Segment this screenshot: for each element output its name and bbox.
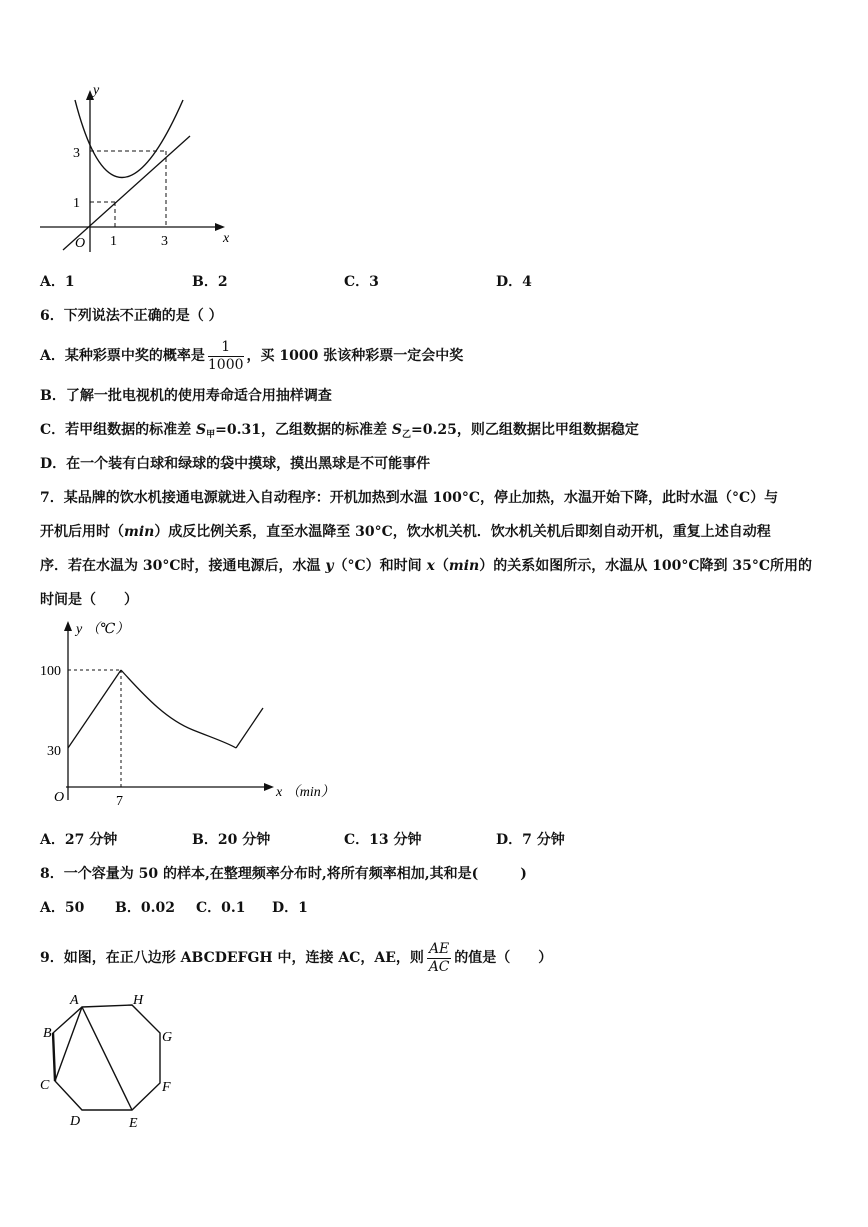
vertex-g-label: G (162, 1030, 173, 1045)
q9-ratio-fraction: $\frac{AE}{AC}$ (428, 940, 450, 975)
fig1-tick-y3: 3 (73, 146, 80, 161)
vertex-e-label: E (129, 1116, 138, 1131)
line-y-eq-x (63, 136, 190, 250)
fig1-y-label: y (93, 83, 100, 98)
q7-stem-line1: 7．某品牌的饮水机接通电源就进入自动程序：开机加热到水温 100°C，停止加热，水温开始下降，此时水温（°C）与 (40, 490, 779, 506)
q8-option-c: C．0.1 (196, 900, 246, 916)
vertex-a-label: A (70, 993, 79, 1008)
fig1-tick-x1: 1 (110, 234, 117, 249)
fig1-tick-x3: 3 (161, 234, 168, 249)
vertex-d-label: D (70, 1114, 81, 1129)
octagon-figure (35, 985, 185, 1135)
vertex-c-label: C (40, 1078, 50, 1093)
fig2-x-label: x （min） (276, 785, 335, 800)
q5-option-a: A．1 (40, 274, 75, 290)
vertex-b-label: B (43, 1026, 52, 1041)
q7-option-d: D．7 分钟 (496, 832, 565, 848)
fig1-tick-y1: 1 (73, 196, 80, 211)
q6-option-d: D．在一个装有白球和绿球的袋中摸球，摸出黑球是不可能事件 (40, 456, 431, 472)
q8-option-b: B．0.02 (115, 900, 175, 916)
q5-option-d: D．4 (496, 274, 532, 290)
q6-stem: 6．下列说法不正确的是（ ） (40, 308, 223, 324)
q6-option-b: B．了解一批电视机的使用寿命适合用抽样调查 (40, 388, 332, 404)
fig2-y-label: y （℃） (76, 622, 130, 637)
cooling-curve (121, 670, 236, 748)
q7-option-b: B．20 分钟 (192, 832, 271, 848)
q6-option-a: A．某种彩票中奖的概率是 $\frac{1}{1000}$ ，买 1000 张该种彩票一定会中奖 (40, 338, 464, 373)
q6-probability-fraction: $\frac{1}{1000}$ (207, 338, 244, 373)
q8-option-d: D．1 (272, 900, 308, 916)
heating-line (68, 670, 121, 748)
segment-ae (82, 1007, 132, 1110)
reheating-line (236, 708, 263, 748)
vertex-f-label: F (162, 1080, 171, 1095)
parabola-curve (75, 100, 183, 178)
q9-stem: 9．如图，在正八边形 ABCDEFGH 中，连接 AC，AE，则 $\frac{AE}{AC}$ 的值是（ ） (40, 940, 553, 975)
q7-option-c: C．13 分钟 (344, 832, 422, 848)
q7-option-a: A．27 分钟 (40, 832, 118, 848)
water-temperature-figure (38, 615, 338, 815)
fig2-tick-y30: 30 (47, 744, 61, 759)
q5-option-c: C．3 (344, 274, 379, 290)
q5-option-b: B．2 (192, 274, 228, 290)
fig2-tick-y100: 100 (40, 664, 61, 679)
q6-option-c: C．若甲组数据的标准差 $S_甲=0.31$，乙组数据的标准差 $S_乙=0.25$，则乙组数据比甲组数据稳定 (40, 422, 639, 440)
parabola-figure (35, 80, 245, 260)
fig2-origin: O (54, 790, 65, 805)
vertex-h-label: H (133, 993, 144, 1008)
q7-stem-line3: 序．若在水温为 30°C时，接通电源后，水温 y（°C）和时间 x（min）的关系如图所示，水温从 100°C降到 35°C所用的 (40, 558, 812, 574)
fig1-origin: O (75, 236, 86, 251)
q7-stem-line4: 时间是（ ） (40, 592, 138, 608)
q7-stem-line2: 开机后用时（min）成反比例关系，直至水温降至 30°C，饮水机关机．饮水机关机后即刻自动开机，重复上述自动程 (40, 524, 771, 540)
segment-ac (55, 1007, 82, 1081)
fig2-tick-x7: 7 (116, 794, 123, 809)
q8-option-a: A．50 (40, 900, 85, 916)
q8-stem: 8．一个容量为 50 的样本,在整理频率分布时,将所有频率相加,其和是( ) (40, 866, 527, 882)
fig1-x-label: x (223, 231, 230, 246)
